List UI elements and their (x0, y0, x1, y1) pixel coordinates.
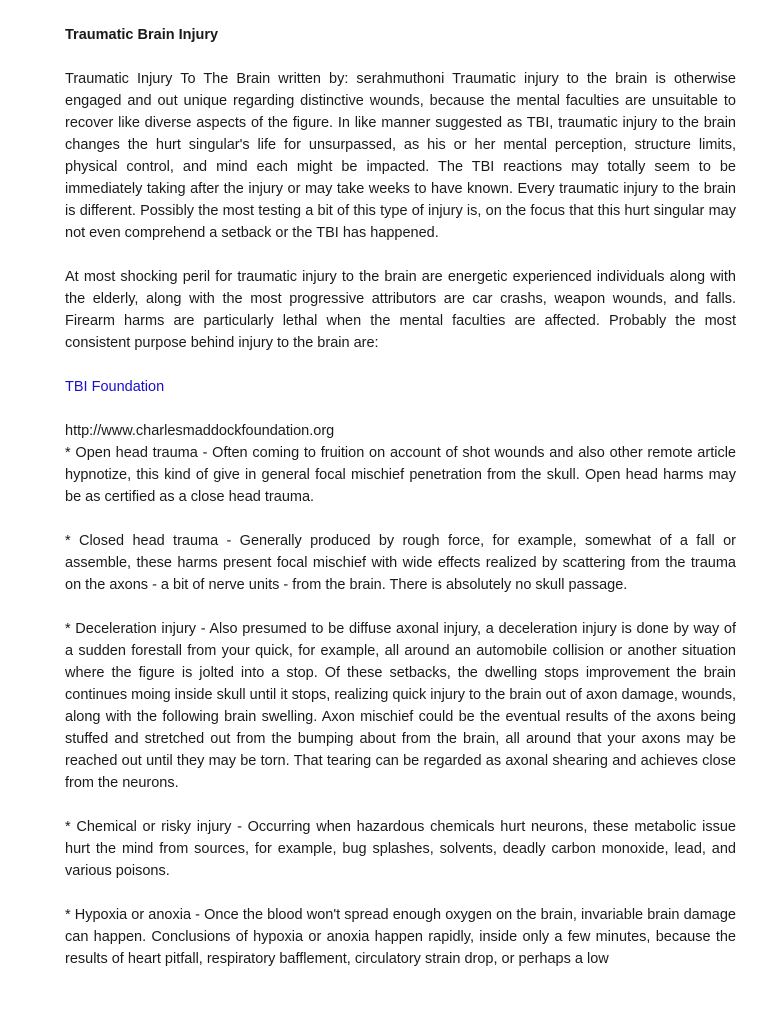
bullet-open-head-trauma: * Open head trauma - Often coming to fruition on account of shot wounds and also other remote article hypnotize, this kind of give in general focal mischief penetration from the skull. Open head harms may be as certified as a close head trauma. (65, 445, 736, 505)
intro-paragraph-2: At most shocking peril for traumatic injury to the brain are energetic experienced individuals along with the elderly, along with the most progressive attributors are car crashs, weapon wounds, and falls. Firearm harms are particularly lethal when the mental faculties are affected. Probably the most consistent purpose behind injury to the brain are: (65, 269, 736, 351)
intro-paragraph-1: Traumatic Injury To The Brain written by: serahmuthoni Traumatic injury to the brain is otherwise engaged and out unique regarding distinctive wounds, because the mental faculties are unsuitable to recover like diverse aspects of the figure. In like manner suggested as TBI, traumatic injury to the brain changes the hurt singular's life for unsurpassed, as his or her mental perception, structure limits, physical control, and mind each might be impacted. The TBI reactions may totally seem to be immediately taking after the injury or may take weeks to have known. Every traumatic injury to the brain is different. Possibly the most testing a bit of this type of injury is, on the focus that this hurt singular may not even comprehend a setback or the TBI has happened. (65, 71, 736, 241)
bullet-closed-head-trauma: * Closed head trauma - Generally produced by rough force, for example, somewhat of a fall or assemble, these harms present focal mischief with wide effects realized by scattering from the trauma on the axons - a bit of nerve units - from the brain. There is absolutely no skull passage. (65, 533, 736, 593)
bullet-deceleration-injury: * Deceleration injury - Also presumed to be diffuse axonal injury, a deceleration injury is done by way of a sudden forestall from your quick, for example, all around an automobile collision or another situation where the figure is jolted into a stop. Of these setbacks, the dwelling stops improvement the brain continues moing inside skull until it stops, realizing quick injury to the brain out of axon damage, wounds, along with the following brain swelling. Axon mischief could be the eventual results of the axons being stuffed and stretched out from the bumping about from the brain, all around that your axons may be reached out until they may be torn. That tearing can be regarded as axonal shearing and achieves close from the neurons. (65, 621, 736, 791)
foundation-url-text: http://www.charlesmaddockfoundation.org (65, 423, 335, 439)
document-title: Traumatic Brain Injury (65, 27, 219, 43)
bullet-hypoxia-anoxia: * Hypoxia or anoxia - Once the blood won't spread enough oxygen on the brain, invariable brain damage can happen. Conclusions of hypoxia or anoxia happen rapidly, inside only a few minutes, because the results of heart pitfall, respiratory bafflement, circulatory strain drop, or perhaps a low (65, 907, 736, 967)
tbi-foundation-link[interactable]: TBI Foundation (65, 379, 165, 395)
bullet-chemical-injury: * Chemical or risky injury - Occurring when hazardous chemicals hurt neurons, these metabolic issue hurt the mind from sources, for example, bug splashes, solvents, deadly carbon monoxide, lead, and various poisons. (65, 819, 736, 879)
document-page (65, 24, 736, 992)
